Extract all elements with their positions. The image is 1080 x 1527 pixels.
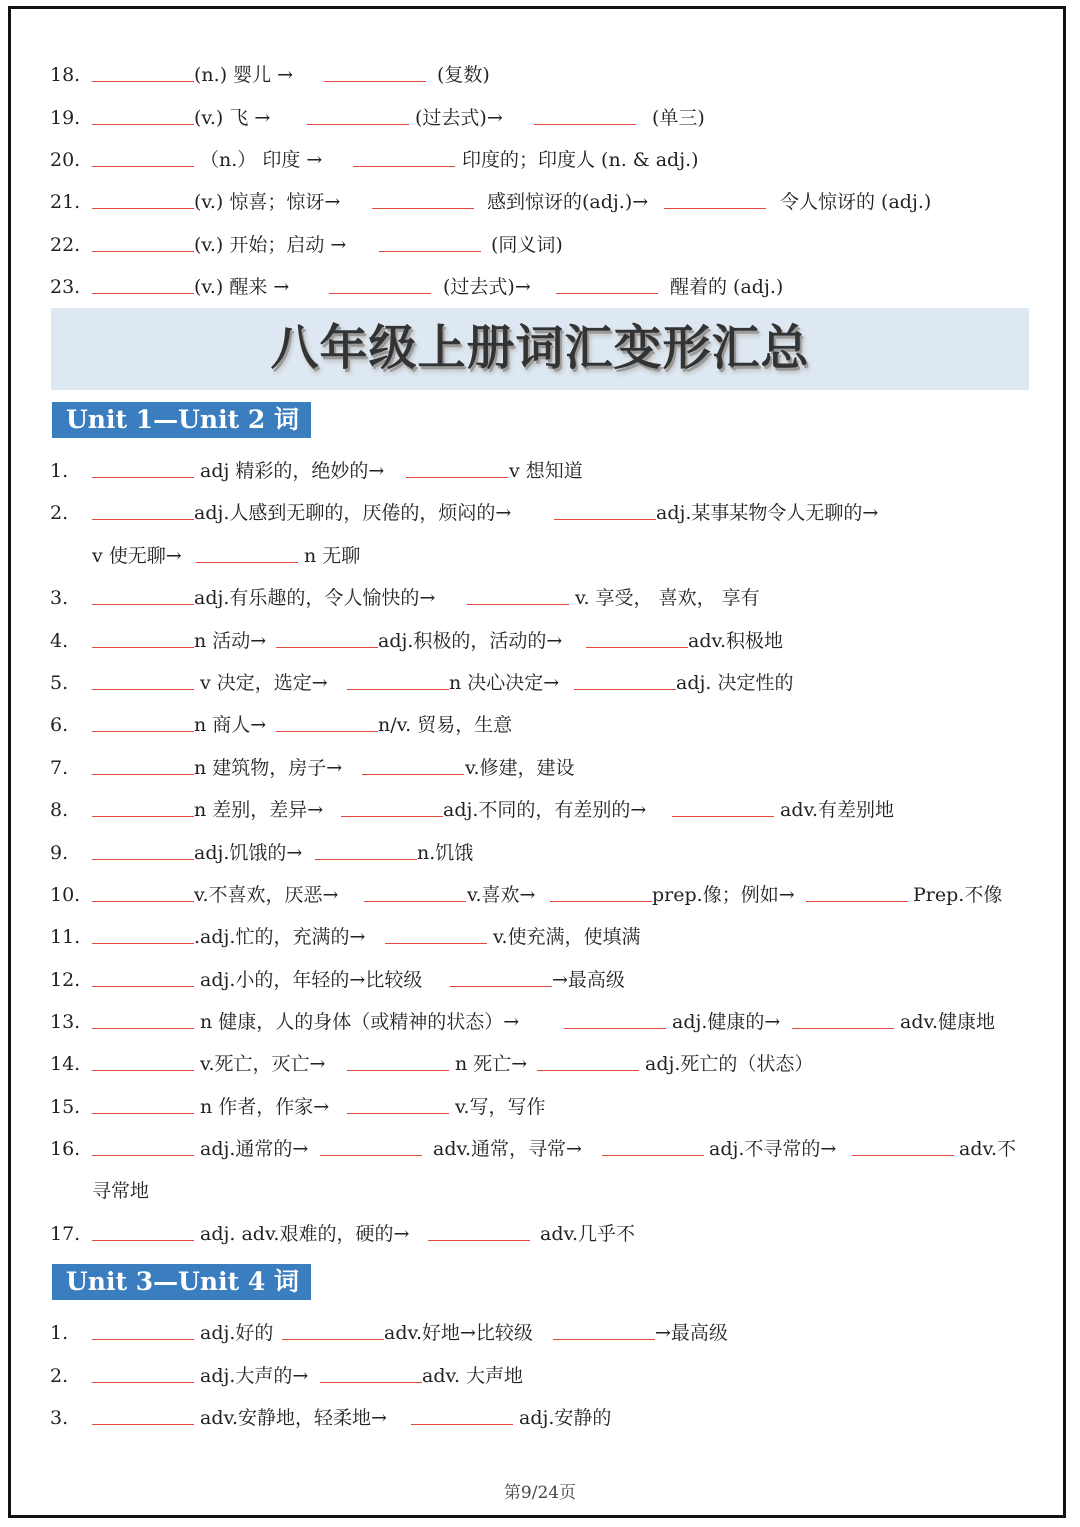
item-text: adj.某事某物令人无聊的→ [656,502,879,524]
item-text: n.饥饿 [417,842,474,864]
answer-blank[interactable] [467,604,569,605]
answer-blank[interactable] [329,293,431,294]
item-number: 3. [50,1407,69,1429]
answer-blank[interactable] [92,943,194,944]
list-item [0,1128,1080,1170]
item-text: adj.好的 [200,1322,274,1344]
answer-blank[interactable] [92,1240,194,1241]
list-item [0,832,1080,874]
item-text: (复数) [437,64,490,86]
list-item [0,789,1080,831]
answer-blank[interactable] [92,251,194,252]
item-text: (过去式)→ [443,276,531,298]
item-number: 1. [50,1322,69,1344]
item-text: n 作者，作家→ [200,1096,330,1118]
answer-blank[interactable] [276,731,378,732]
item-text: adj.大声的→ [200,1365,309,1387]
answer-blank[interactable] [550,901,652,902]
answer-blank[interactable] [450,986,552,987]
list-item [0,1086,1080,1128]
item-text: (v.) 惊喜；惊讶→ [194,191,341,213]
item-text: n 商人→ [194,714,267,736]
item-text: n 无聊 [304,545,361,567]
answer-blank[interactable] [574,689,676,690]
answer-blank[interactable] [564,1028,666,1029]
answer-blank[interactable] [586,647,688,648]
list-item [0,916,1080,958]
answer-blank[interactable] [411,1424,513,1425]
list-item [0,874,1080,916]
answer-blank[interactable] [282,1339,384,1340]
title-banner [51,308,1029,390]
list-item-18 [0,54,1080,96]
item-number: 21. [50,191,81,213]
item-text: Prep.不像 [913,884,1003,906]
answer-blank[interactable] [92,1113,194,1114]
item-number: 8. [50,799,69,821]
page-title: 八年级上册词汇变形汇总 [270,320,810,376]
item-number: 11. [50,926,81,948]
item-text: →最高级 [655,1322,728,1344]
answer-blank[interactable] [315,859,417,860]
item-text: n 死亡→ [455,1053,528,1075]
item-text: v. 享受， 喜欢， 享有 [575,587,760,609]
list-item [0,620,1080,662]
item-text: (v.) 开始；启动 → [194,234,347,256]
list-item [0,450,1080,492]
item-text: adj.不寻常的→ [709,1138,837,1160]
item-text: adj.不同的，有差别的→ [443,799,647,821]
answer-blank[interactable] [196,562,298,563]
item-text: n/v. 贸易，生意 [378,714,513,736]
answer-blank[interactable] [364,901,466,902]
list-item [0,1001,1080,1043]
item-text: adj.人感到无聊的，厌倦的，烦闷的→ [194,502,512,524]
list-item [0,747,1080,789]
answer-blank[interactable] [347,1070,449,1071]
list-item-21 [0,181,1080,223]
item-text: n 建筑物，房子→ [194,757,343,779]
item-number: 4. [50,630,69,652]
answer-blank[interactable] [92,1382,194,1383]
list-item [0,1397,1080,1439]
item-text: n 活动→ [194,630,267,652]
page-number: 第9/24页 [503,1483,577,1503]
item-number: 10. [50,884,81,906]
item-text: v.死亡，灭亡→ [200,1053,326,1075]
item-number: 17. [50,1223,81,1245]
item-number: 3. [50,587,69,609]
answer-blank[interactable] [320,1155,422,1156]
item-number: 1. [50,460,69,482]
item-text: n 决心决定→ [449,672,560,694]
answer-blank[interactable] [92,1155,194,1156]
item-text: adv.通常，寻常→ [433,1138,582,1160]
answer-blank[interactable] [92,816,194,817]
answer-blank[interactable] [379,251,481,252]
answer-blank[interactable] [92,293,194,294]
item-text: adj.通常的→ [200,1138,309,1160]
answer-blank[interactable] [92,208,194,209]
item-number: 16. [50,1138,81,1160]
item-number: 6. [50,714,69,736]
item-number: 2. [50,502,69,524]
answer-blank[interactable] [92,1424,194,1425]
answer-blank[interactable] [362,774,464,775]
answer-blank[interactable] [92,166,194,167]
answer-blank[interactable] [428,1240,530,1241]
item-text: v 想知道 [509,460,583,482]
list-item-20 [0,139,1080,181]
item-text: v.使充满，使填满 [493,926,641,948]
answer-blank[interactable] [406,477,508,478]
item-text: (过去式)→ [415,107,503,129]
answer-blank[interactable] [537,1070,639,1071]
list-item-23 [0,266,1080,308]
item-text: (同义词) [491,234,563,256]
item-text: adj 精彩的，绝妙的→ [200,460,385,482]
item-text: v.喜欢→ [467,884,536,906]
item-text: (单三) [652,107,705,129]
item-text: 印度的；印度人 (n. & adj.) [462,149,699,171]
item-text: adj.安静的 [519,1407,612,1429]
item-number: 22. [50,234,81,256]
answer-blank[interactable] [92,124,194,125]
list-item [0,1043,1080,1085]
answer-blank[interactable] [307,124,409,125]
item-text: adj.积极的，活动的→ [378,630,563,652]
item-number: 12. [50,969,81,991]
answer-blank[interactable] [347,1113,449,1114]
item-text: adj.小的，年轻的→比较级 [200,969,423,991]
item-text: v.不喜欢，厌恶→ [194,884,339,906]
item-text: v.写，写作 [455,1096,546,1118]
item-text: (v.) 飞 → [194,107,271,129]
item-text: 令人惊讶的 (adj.) [780,191,932,213]
answer-blank[interactable] [806,901,908,902]
answer-blank[interactable] [92,901,194,902]
item-text: prep.像；例如→ [652,884,795,906]
answer-blank[interactable] [534,124,636,125]
item-text: →最高级 [552,969,625,991]
list-item [0,959,1080,1001]
item-number: 7. [50,757,69,779]
item-text: 寻常地 [92,1180,150,1202]
item-text: adj.有乐趣的，令人愉快的→ [194,587,436,609]
item-text: v.修建，建设 [465,757,575,779]
item-number: 19. [50,107,81,129]
answer-blank[interactable] [852,1155,954,1156]
item-text: adv.好地→比较级 [384,1322,533,1344]
item-text: adv. 大声地 [422,1365,524,1387]
item-number: 18. [50,64,81,86]
answer-blank[interactable] [92,774,194,775]
answer-blank[interactable] [92,859,194,860]
item-number: 23. [50,276,81,298]
item-text: v 决定，选定→ [200,672,328,694]
answer-blank[interactable] [92,731,194,732]
item-number: 15. [50,1096,81,1118]
answer-blank[interactable] [602,1155,704,1156]
list-item [0,1355,1080,1397]
item-text: 感到惊讶的(adj.)→ [487,191,649,213]
item-text: adj.死亡的（状态） [645,1053,814,1075]
item-text: adj.健康的→ [672,1011,781,1033]
list-item [0,1312,1080,1354]
item-text: （n.） 印度 → [200,149,323,171]
item-text: .adj.忙的，充满的→ [194,926,366,948]
item-text: adv.安静地，轻柔地→ [200,1407,387,1429]
answer-blank[interactable] [92,689,194,690]
answer-blank[interactable] [554,519,656,520]
list-item-continuation [0,535,1080,577]
answer-blank[interactable] [276,647,378,648]
answer-blank[interactable] [92,1070,194,1071]
item-text: (n.) 婴儿 → [194,64,294,86]
answer-blank[interactable] [385,943,487,944]
answer-blank[interactable] [324,81,426,82]
item-number: 14. [50,1053,81,1075]
item-number: 9. [50,842,69,864]
section-header-unit3-4: Unit 3—Unit 4 词汇 [52,1264,311,1300]
item-text: adj.饥饿的→ [194,842,303,864]
list-item-22 [0,224,1080,266]
item-text: adv.几乎不 [540,1223,636,1245]
item-text: adv.积极地 [688,630,784,652]
answer-blank[interactable] [353,166,455,167]
list-item [0,1213,1080,1255]
answer-blank[interactable] [553,1339,655,1340]
list-item-19 [0,97,1080,139]
answer-blank[interactable] [664,208,766,209]
answer-blank[interactable] [92,1339,194,1340]
answer-blank[interactable] [372,208,474,209]
item-text: adv.健康地 [900,1011,996,1033]
section-header-unit1-2: Unit 1—Unit 2 词汇 [52,402,311,438]
answer-blank[interactable] [92,1028,194,1029]
list-item [0,662,1080,704]
answer-blank[interactable] [347,689,449,690]
item-text: n 差别，差异→ [194,799,324,821]
item-text: 醒着的 (adj.) [670,276,784,298]
list-item [0,577,1080,619]
item-text: adv.有差别地 [780,799,895,821]
answer-blank[interactable] [92,519,194,520]
list-item [0,492,1080,534]
item-text: v 使无聊→ [92,545,182,567]
item-text: (v.) 醒来 → [194,276,290,298]
item-text: n 健康，人的身体（或精神的状态）→ [200,1011,520,1033]
answer-blank[interactable] [672,816,774,817]
list-item [0,704,1080,746]
list-item-continuation [0,1170,1080,1212]
item-number: 20. [50,149,81,171]
item-number: 13. [50,1011,81,1033]
answer-blank[interactable] [341,816,443,817]
answer-blank[interactable] [92,477,194,478]
answer-blank[interactable] [556,293,658,294]
answer-blank[interactable] [92,986,194,987]
answer-blank[interactable] [320,1382,422,1383]
item-text: adj. 决定性的 [676,672,794,694]
answer-blank[interactable] [92,647,194,648]
answer-blank[interactable] [792,1028,894,1029]
answer-blank[interactable] [92,81,194,82]
answer-blank[interactable] [92,604,194,605]
item-number: 5. [50,672,69,694]
item-text: adv.不 [959,1138,1017,1160]
item-text: adj. adv.艰难的，硬的→ [200,1223,410,1245]
item-number: 2. [50,1365,69,1387]
